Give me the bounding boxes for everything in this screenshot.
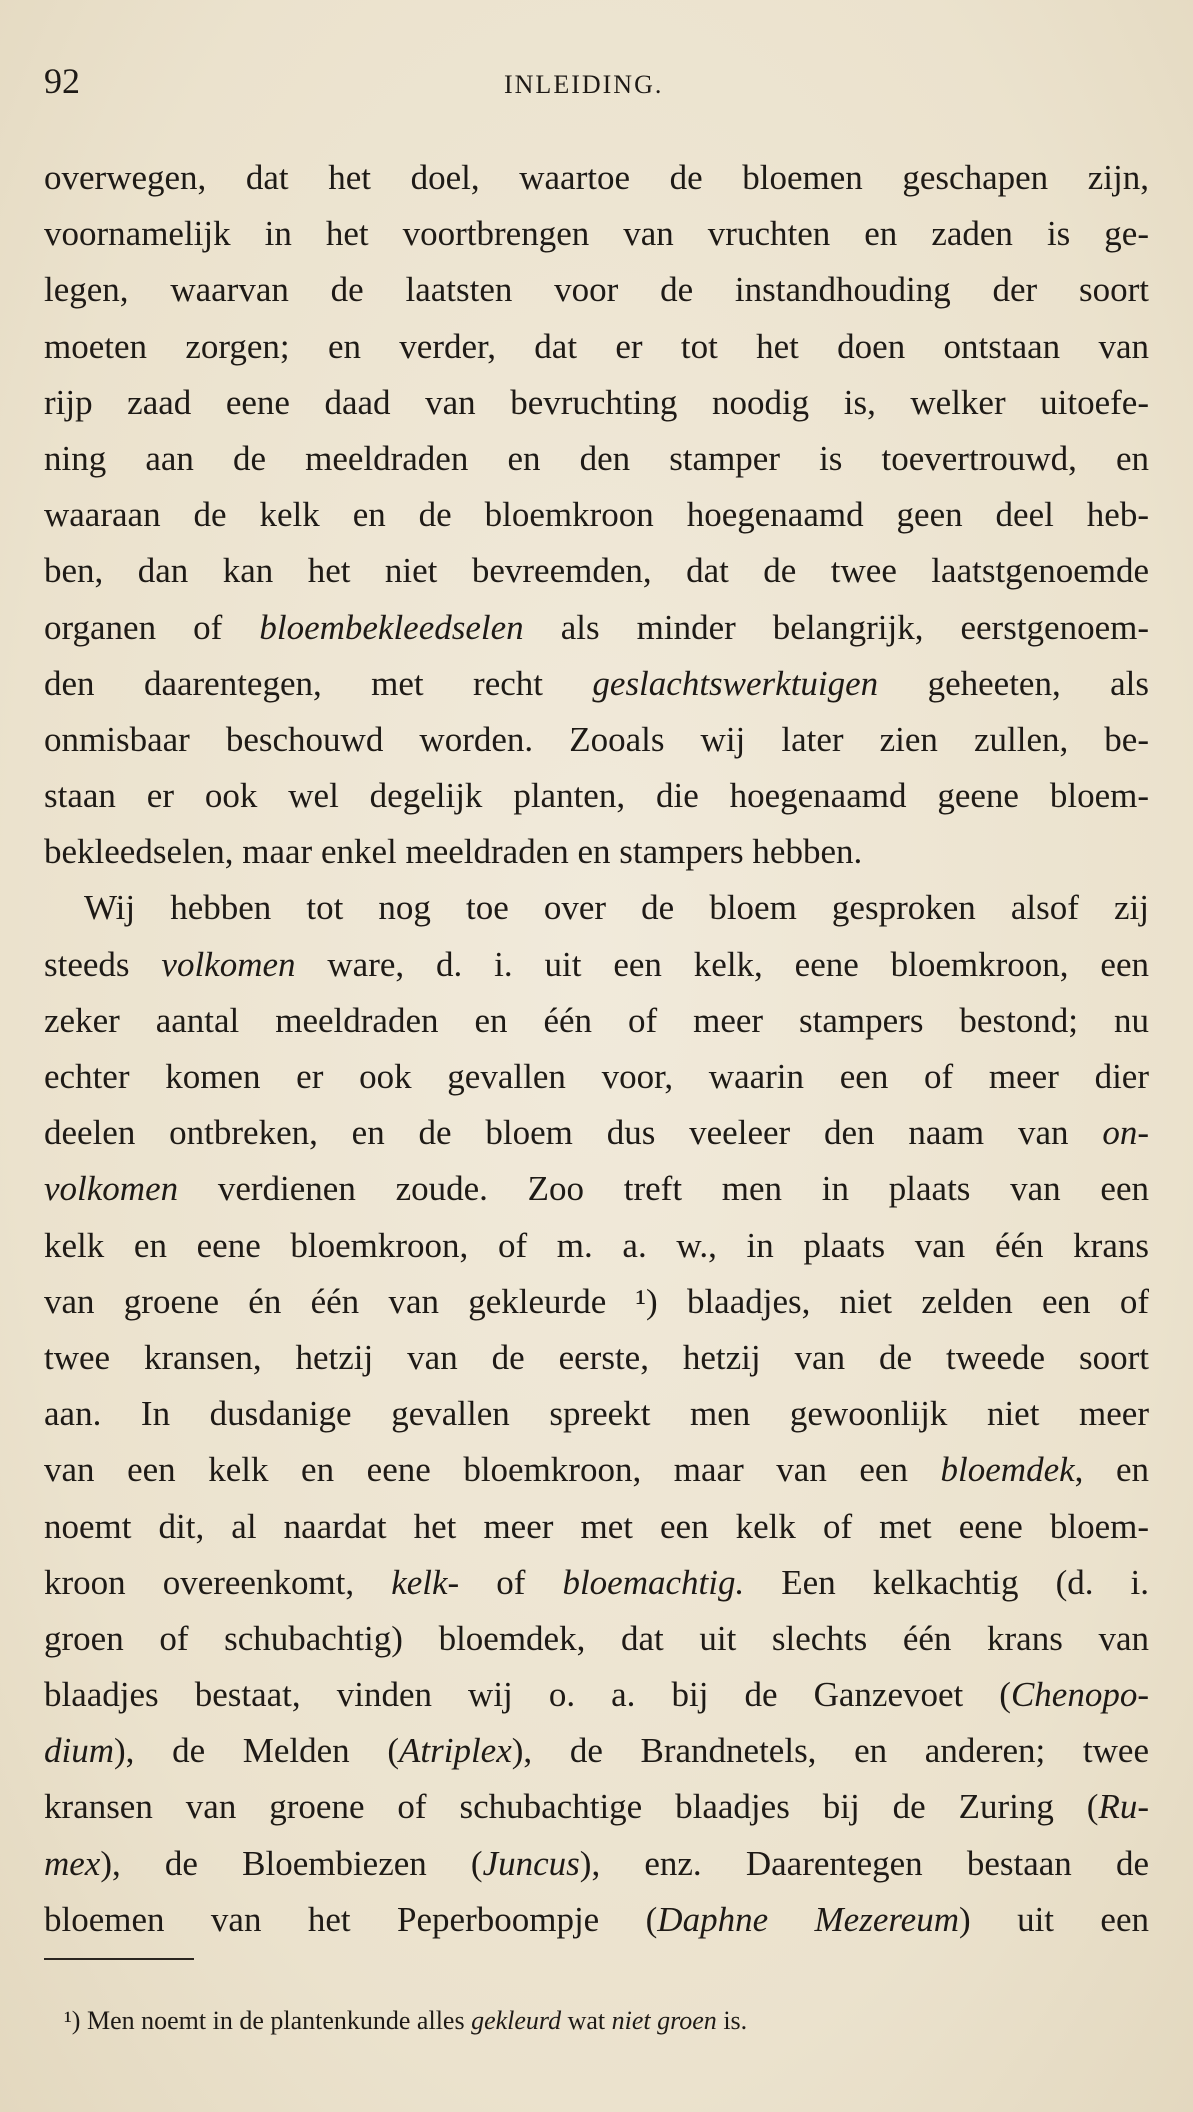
text-segment: waaraan de kelk en de bloemkroon hoegenaamd geen deel heb- — [44, 495, 1149, 535]
footnote-segment: wat — [561, 2006, 612, 2035]
italic-term: volkomen — [161, 944, 296, 984]
text-segment: deelen ontbreken, en de bloem dus veeleer den naam van — [44, 1113, 1103, 1153]
italic-term: on- — [1102, 1113, 1149, 1153]
italic-term: geslachtswerktuigen — [592, 663, 879, 703]
text-segment: Wij hebben tot nog toe over de bloem gesproken alsof zij — [84, 888, 1149, 928]
text-segment: kelk en eene bloemkroon, of m. a. w., in plaats van één krans — [44, 1225, 1149, 1265]
text-line — [44, 600, 1149, 656]
page-header — [44, 58, 1149, 104]
text-segment: blaadjes bestaat, vinden wij o. a. bij de Ganzevoet ( — [44, 1675, 1011, 1715]
page-number: 92 — [44, 61, 80, 101]
italic-term: bloembekleedselen — [259, 607, 524, 647]
italic-term: bloemdek — [940, 1450, 1075, 1490]
text-segment: twee kransen, hetzij van de eerste, hetzij van de tweede soort — [44, 1337, 1149, 1377]
text-line — [44, 1611, 1149, 1667]
text-segment: , en — [1074, 1450, 1149, 1490]
text-segment: als minder belangrijk, eerstgenoem- — [523, 607, 1149, 647]
footnote-rule — [44, 1958, 194, 1960]
text-segment: steeds — [44, 944, 162, 984]
text-line — [44, 1892, 1149, 1948]
text-segment: ), de Melden ( — [114, 1731, 399, 1771]
text-segment: echter komen er ook gevallen voor, waarin een of meer dier — [44, 1057, 1149, 1096]
text-segment: den daarentegen, met recht — [44, 663, 593, 703]
text-line — [44, 656, 1149, 712]
text-segment: van groene én één van gekleurde ¹) blaadjes, niet zelden een of — [44, 1281, 1149, 1321]
text-segment: groen of schubachtig) bloemdek, dat uit slechts één krans van — [44, 1618, 1149, 1658]
text-segment: moeten zorgen; en verder, dat er tot het doen ontstaan van — [44, 326, 1149, 366]
italic-term: Chenopo- — [1010, 1675, 1149, 1715]
italic-term: Daphne Mezereum — [657, 1899, 959, 1939]
text-line — [44, 1386, 1149, 1442]
text-line — [44, 993, 1149, 1049]
text-segment: aan. In dusdanige gevallen spreekt men gewoonlijk niet meer — [44, 1394, 1149, 1434]
footnote — [64, 2004, 1124, 2038]
text-segment: onmisbaar beschouwd worden. Zooals wij later zien zullen, be- — [44, 719, 1149, 759]
text-line — [44, 768, 1149, 824]
text-line — [44, 431, 1149, 487]
text-segment: ware, d. i. uit een kelk, eene bloemkroon, een — [295, 944, 1149, 984]
text-line — [44, 1049, 1149, 1105]
italic-term: bloemachtig. — [562, 1562, 745, 1602]
text-line — [44, 1442, 1149, 1498]
footnote-segment: is. — [716, 2006, 748, 2035]
text-segment: geheeten, als — [878, 663, 1149, 703]
text-line — [44, 824, 1149, 880]
text-line — [44, 487, 1149, 543]
text-segment: voornamelijk in het voortbrengen van vruchten en zaden is ge- — [44, 214, 1149, 254]
text-segment: rijp zaad eene daad van bevruchting noodig is, welker uitoefe- — [44, 382, 1149, 422]
text-line — [44, 1105, 1149, 1161]
text-segment: ning aan de meeldraden en den stamper is toevertrouwd, en — [44, 438, 1149, 478]
text-line — [44, 319, 1149, 375]
text-line — [44, 150, 1149, 206]
text-segment: ), de Bloembiezen ( — [100, 1843, 483, 1883]
running-head: INLEIDING. — [504, 70, 664, 99]
text-segment: verdienen zoude. Zoo treft men in plaats van een — [178, 1169, 1149, 1209]
italic-term: mex — [44, 1843, 101, 1883]
italic-term: Ru- — [1098, 1787, 1149, 1827]
text-segment: of — [459, 1562, 563, 1602]
text-segment: bloemen van het Peperboompje ( — [44, 1899, 658, 1939]
text-segment: ), de Brandnetels, en anderen; twee — [511, 1731, 1149, 1771]
text-segment: kroon overeenkomt, — [44, 1562, 392, 1602]
body-text — [44, 150, 1149, 1948]
text-segment: kransen van groene of schubachtige blaadjes bij de Zuring ( — [44, 1787, 1099, 1827]
text-line — [44, 1723, 1149, 1779]
text-line — [44, 1161, 1149, 1217]
text-segment: ) uit een — [959, 1899, 1149, 1939]
text-line — [44, 375, 1149, 431]
italic-term: volkomen — [44, 1169, 179, 1209]
text-line — [44, 1555, 1149, 1611]
footnote-italic-term: gekleurd — [471, 2006, 562, 2035]
text-line — [44, 1499, 1149, 1555]
text-line — [44, 880, 1149, 936]
text-segment: noemt dit, al naardat het meer met een kelk of met eene bloem- — [44, 1506, 1149, 1546]
text-line — [44, 543, 1149, 599]
text-segment: ), enz. Daarentegen bestaan de — [579, 1843, 1149, 1883]
footnote-segment: ¹) Men noemt in de plantenkunde alles — [64, 2006, 472, 2035]
text-line — [44, 712, 1149, 768]
text-line — [44, 262, 1149, 318]
text-segment: bekleedselen, maar enkel meeldraden en stampers hebben. — [44, 832, 863, 872]
text-line — [44, 1667, 1149, 1723]
text-segment: legen, waarvan de laatsten voor de instandhouding der soort — [44, 270, 1149, 310]
text-line — [44, 1779, 1149, 1835]
footnote-italic-term: niet groen — [611, 2006, 717, 2035]
italic-term: Atriplex — [399, 1731, 512, 1771]
text-line — [44, 1218, 1149, 1274]
text-segment: zeker aantal meeldraden en één of meer stampers bestond; nu — [44, 1000, 1149, 1040]
text-segment: van een kelk en eene bloemkroon, maar van een — [44, 1450, 941, 1490]
text-line — [44, 937, 1149, 993]
text-segment: staan er ook wel degelijk planten, die hoegenaamd geene bloem- — [44, 776, 1149, 816]
text-line — [44, 1836, 1149, 1892]
italic-term: Juncus — [482, 1843, 580, 1883]
text-segment: Een kelkachtig (d. i. — [744, 1562, 1149, 1602]
italic-term: kelk- — [391, 1562, 460, 1602]
text-segment: overwegen, dat het doel, waartoe de bloemen geschapen zijn, — [44, 158, 1149, 197]
text-segment: ben, dan kan het niet bevreemden, dat de twee laatstgenoemde — [44, 551, 1149, 591]
text-line — [44, 1330, 1149, 1386]
italic-term: dium — [44, 1731, 114, 1771]
text-line — [44, 206, 1149, 262]
text-line — [44, 1274, 1149, 1330]
text-segment: organen of — [44, 607, 260, 647]
